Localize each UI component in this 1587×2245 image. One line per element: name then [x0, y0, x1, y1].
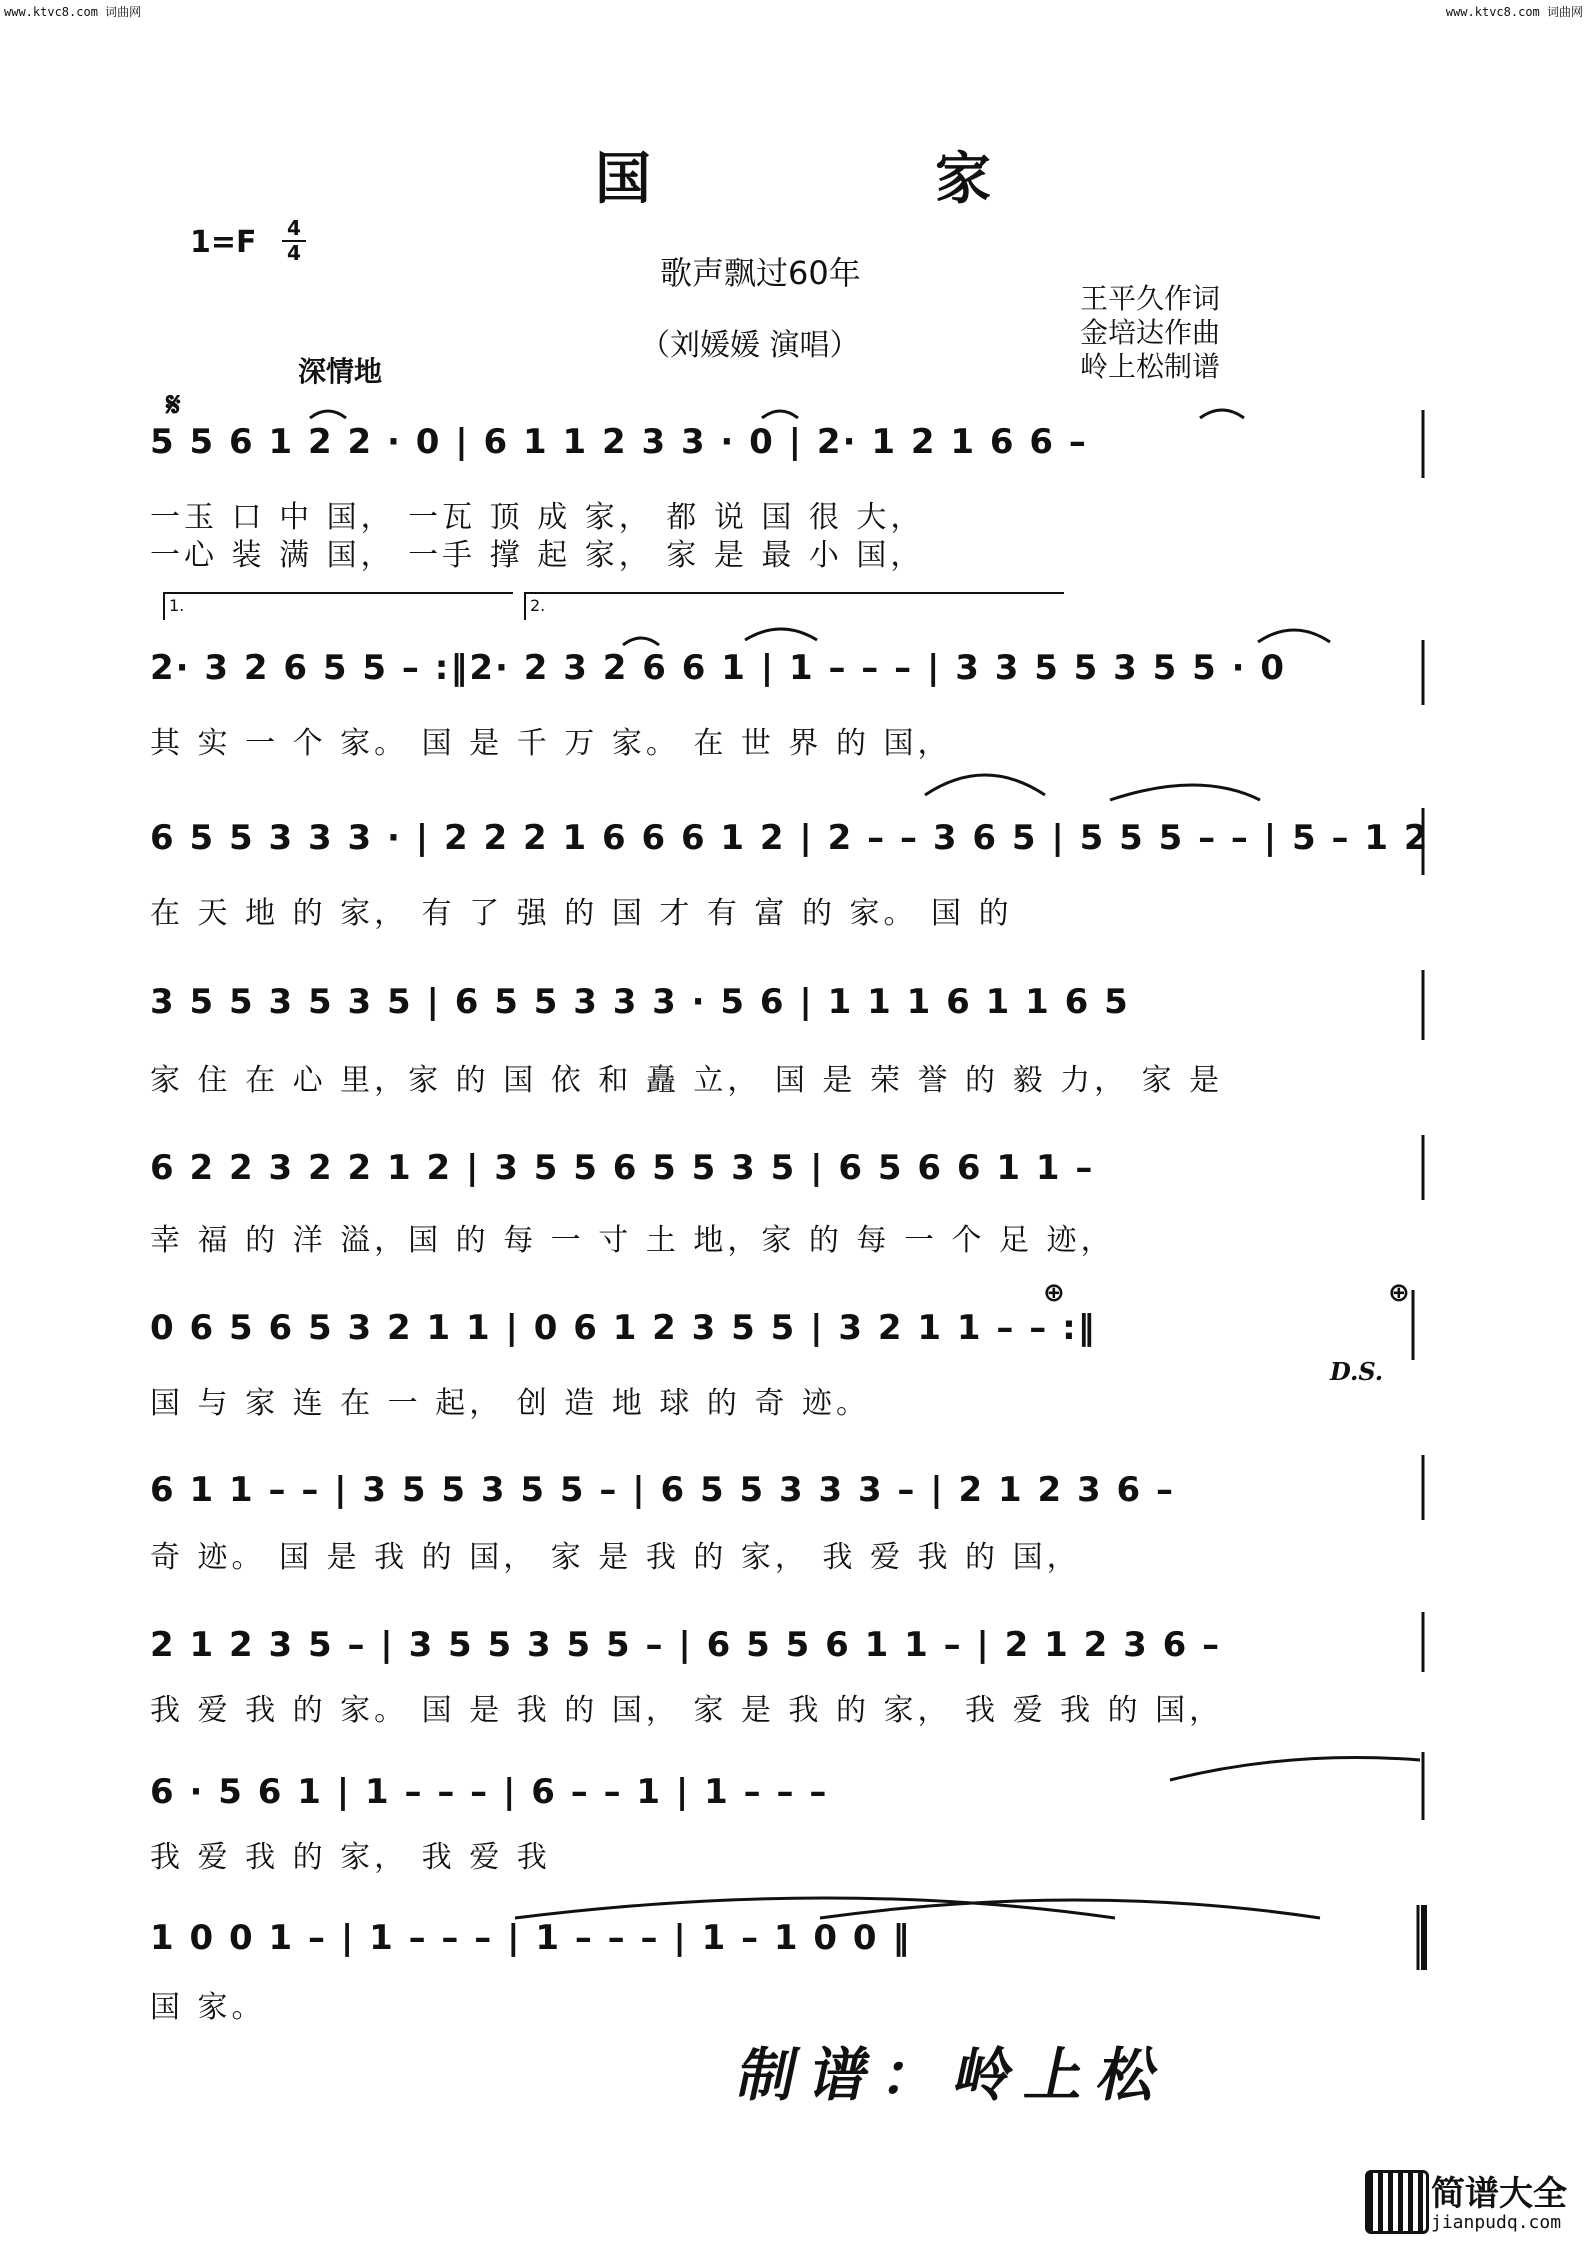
system-10-notes: 1 0 0 1 – | 1 – – – | 1 – – – | 1 – 1 0 0 ‖	[150, 1918, 912, 1958]
lyricist-credit: 王平久作词	[1080, 282, 1221, 315]
transcriber-credit: 岭上松制谱	[1080, 350, 1221, 383]
slur	[310, 411, 346, 418]
slur	[1170, 1758, 1420, 1781]
site-watermark-right: www.ktvc8.com 词曲网	[1445, 5, 1583, 19]
system-9-notes: 6 · 5 6 1 | 1 – – – | 6 – – 1 | 1 – – –	[150, 1772, 829, 1812]
slur	[925, 775, 1045, 795]
system-8-lyric: 我 爱 我 的 家。 国 是 我 的 国， 家 是 我 的 家， 我 爱 我 的 国，	[150, 1693, 1224, 1728]
system-5-lyric: 幸 福 的 洋 溢，国 的 每 一 寸 土 地，家 的 每 一 个 足 迹，	[150, 1223, 1115, 1258]
system-3-lyric: 在 天 地 的 家， 有 了 强 的 国 才 有 富 的 家。 国 的	[150, 896, 1013, 931]
system-7-notes: 6 1 1 – – | 3 5 5 3 5 5 – | 6 5 5 3 3 3 – | 2 1 2 3 6 –	[150, 1470, 1175, 1510]
slur	[762, 411, 798, 418]
system-6-notes: 0 6 5 6 5 3 2 1 1 | 0 6 1 2 3 5 5 | 3 2 1 1 – – :‖	[150, 1308, 1097, 1348]
slur	[1110, 785, 1260, 800]
system-5-notes: 6 2 2 3 2 2 1 2 | 3 5 5 6 5 5 3 5 | 6 5 6 6 1 1 –	[150, 1148, 1095, 1188]
site-logo[interactable]	[1365, 2170, 1570, 2240]
slur	[745, 629, 817, 640]
system-8-notes: 2 1 2 3 5 – | 3 5 5 3 5 5 – | 6 5 5 6 1 1 – | 2 1 2 3 6 –	[150, 1625, 1222, 1665]
slur	[623, 638, 659, 645]
expression-mark: 深情地	[298, 355, 383, 388]
coda-sign-end: ⊕	[1388, 1278, 1410, 1308]
system-7-lyric: 奇 迹。 国 是 我 的 国， 家 是 我 的 家， 我 爱 我 的 国，	[150, 1540, 1081, 1575]
logo-name: 简谱大全	[1431, 2174, 1567, 2214]
performer: （刘媛媛 演唱）	[640, 328, 860, 363]
coda-sign-start: ⊕	[1043, 1278, 1065, 1308]
subtitle: 歌声飘过60年	[660, 254, 861, 292]
system-2-lyric: 其 实 一 个 家。 国 是 千 万 家。 在 世 界 的 国，	[150, 726, 952, 761]
system-10-lyric: 国 家。	[150, 1990, 266, 2025]
system-4-lyric: 家 住 在 心 里，家 的 国 依 和 矗 立， 国 是 荣 誉 的 毅 力， 家 是	[150, 1063, 1224, 1098]
system-2-notes: 2· 3 2 6 5 5 – :‖2· 2 3 2 6 6 1 | 1 – – – | 3 3 5 5 3 5 5 · 0	[150, 648, 1287, 688]
volta-1-label: 1.	[169, 596, 185, 615]
time-top: 4	[287, 216, 301, 240]
title-char-2: 家	[935, 147, 991, 212]
logo-url: jianpudq.com	[1431, 2212, 1562, 2233]
dal-segno-mark: D.S.	[1330, 1357, 1384, 1386]
slur	[820, 1900, 1320, 1918]
slur	[1258, 630, 1330, 642]
composer-credit: 金培达作曲	[1080, 316, 1221, 349]
volta-2-label: 2.	[530, 596, 546, 615]
system-6-lyric: 国 与 家 连 在 一 起， 创 造 地 球 的 奇 迹。	[150, 1386, 870, 1421]
system-3-notes: 6 5 5 3 3 3 · | 2 2 2 1 6 6 6 1 2 | 2 – – 3 6 5 | 5 5 5 – – | 5 – 1 2	[150, 818, 1430, 858]
system-1-lyric-1: 一玉 口 中 国， 一瓦 顶 成 家， 都 说 国 很 大，	[150, 500, 925, 535]
title-char-1: 国	[595, 147, 651, 212]
system-1-notes: 5 5 6 1 2 2 · 0 | 6 1 1 2 3 3 · 0 | 2· 1 2 1 6 6 –	[150, 422, 1088, 462]
system-4-notes: 3 5 5 3 5 3 5 | 6 5 5 3 3 3 · 5 6 | 1 1 1 6 1 1 6 5	[150, 982, 1130, 1022]
key-signature: 1=F	[190, 225, 257, 260]
site-watermark-left: www.ktvc8.com 词曲网	[4, 5, 142, 19]
transcriber-signature: 制谱：岭上松	[731, 2041, 1179, 2109]
piano-keys-icon	[1365, 2170, 1429, 2234]
slur	[1200, 410, 1244, 418]
time-bottom: 4	[282, 240, 306, 264]
system-1-lyric-2: 一心 装 满 国， 一手 撑 起 家， 家 是 最 小 国，	[150, 538, 925, 573]
segno-sign: 𝄋	[166, 385, 181, 425]
system-9-lyric: 我 爱 我 的 家， 我 爱 我	[150, 1840, 551, 1875]
